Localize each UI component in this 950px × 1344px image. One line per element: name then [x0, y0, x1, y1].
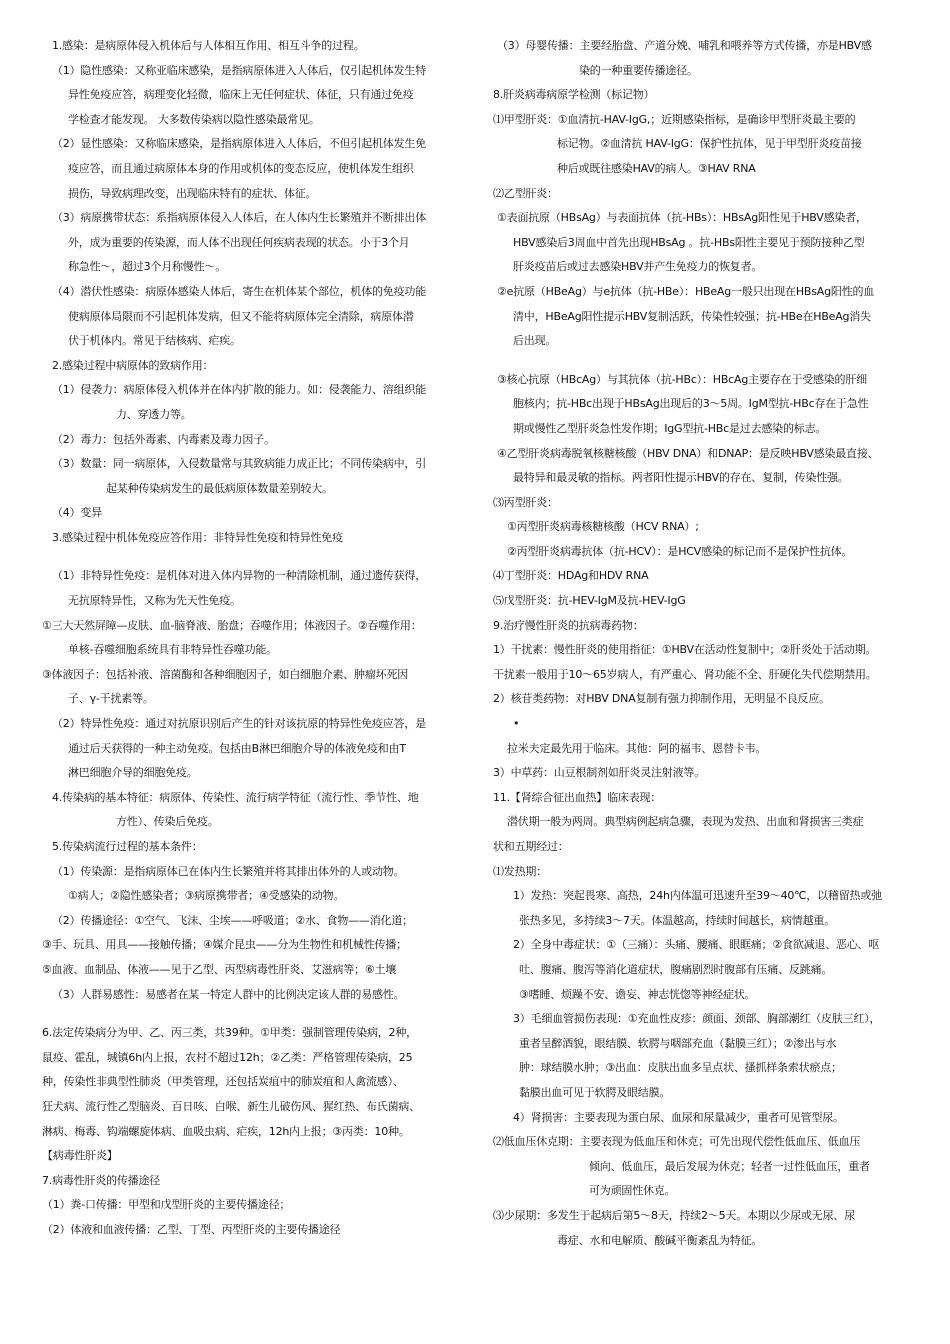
text-line: 9.治疗慢性肝炎的抗病毒药物：	[493, 618, 644, 632]
text-line: ⑸戊型肝炎：抗-HEV-IgM及抗-HEV-IgG	[493, 594, 686, 608]
text-line: 淋巴细胞介导的细胞免疫。	[68, 766, 198, 780]
text-line: ⑵乙型肝炎：	[493, 186, 558, 200]
text-line: 单核-吞噬细胞系统具有非特异性吞噬功能。	[68, 643, 277, 657]
text-line: 方性）、传染后免疫。	[116, 815, 219, 829]
text-line: 1.感染：是病原体侵入机体后与人体相互作用、相互斗争的过程。	[52, 39, 365, 52]
text-line: 7.病毒性肝炎的传播途径	[42, 1173, 161, 1187]
text-line: ①丙型肝炎病毒核糖核酸（HCV RNA）;	[507, 520, 699, 534]
text-line: 无抗原特异性，又称为先天性免疫。	[68, 594, 241, 608]
text-line: （2）传播途径：①空气、飞沫、尘埃——呼吸道；②水、食物——消化道；	[52, 913, 413, 927]
text-line: 标记物。②血清抗 HAV-IgG：保护性抗体，见于甲型肝炎疫苗接	[557, 137, 862, 151]
text-line: 11.【肾综合征出血热】临床表现：	[493, 790, 662, 804]
text-line: ②丙型肝炎病毒抗体（抗-HCV）：是HCV感染的标记而不是保护性抗体。	[507, 544, 853, 558]
text-line: ⑶少尿期：多发生于起病后第5～8天，持续2～5天。本期以少尿或无尿、尿	[493, 1208, 855, 1222]
text-line: （2）特异性免疫：通过对抗原识别后产生的针对该抗原的特异性免疫应答，是	[52, 717, 426, 731]
text-line: ③体液因子：包括补液、溶菌酶和各种细胞因子，如白细胞介素、肿瘤坏死因	[42, 667, 409, 681]
text-line: 使病原体局限而不引起机体发病，但又不能将病原体完全清除，病原体潜	[68, 309, 414, 323]
text-line: ⑴发热期：	[493, 864, 547, 878]
text-line: 异性免疫应答，病理变化轻微，临床上无任何症状、体征，只有通过免疫	[68, 88, 414, 102]
text-line: （1）非特异性免疫：是机体对进入体内异物的一种清除机制，通过遗传获得，	[52, 569, 426, 583]
text-line: ⑵低血压休克期：主要表现为低血压和休克；可先出现代偿性低血压、低血压	[493, 1135, 861, 1149]
text-line: 2.感染过程中病原体的致病作用：	[52, 358, 214, 372]
text-line: （1）传染源：是指病原体已在体内生长繁殖并将其排出体外的人或动物。	[52, 864, 405, 878]
text-line: 期或慢性乙型肝炎急性发作期；IgG型抗-HBc是过去感染的标志。	[513, 421, 827, 435]
text-line: （3）母婴传播：主要经胎盘、产道分娩、哺乳和喂养等方式传播，亦是HBV感	[497, 39, 872, 52]
text-line: 3）毛细血管损伤表现：①充血性皮疹：颜面、颈部、胸部潮红（皮肤三红），	[513, 1012, 881, 1026]
text-line: （4）潜伏性感染：病原体感染人体后，寄生在机体某个部位，机体的免疫功能	[52, 284, 426, 298]
text-line: 通过后天获得的一种主动免疫。包括由B淋巴细胞介导的体液免疫和由T	[68, 741, 406, 755]
text-line: 1）发热：突起畏寒、高热，24h内体温可迅速升至39～40℃，以稽留热或弛	[513, 889, 882, 903]
text-line: （3）数量：同一病原体，入侵数量常与其致病能力成正比；不同传染病中，引	[52, 457, 426, 471]
text-line: ⑴甲型肝炎：①血清抗-HAV-IgG,；近期感染指标，是确诊甲型肝炎最主要的	[493, 112, 856, 126]
text-line: 染的一种重要传播途径。	[579, 63, 698, 77]
text-line: 力、穿透力等。	[116, 407, 192, 421]
text-line: ⑷丁型肝炎：HDAg和HDV RNA	[493, 569, 649, 583]
text-line: ②e抗原（HBeAg）与e抗体（抗-HBe）：HBeAg一般只出现在HBsAg阳性的血	[497, 284, 875, 298]
text-line: 肿：球结膜水肿；③出血：皮肤出血多呈点状、搔抓样条索状瘀点；	[519, 1061, 842, 1075]
left-column	[42, 34, 472, 1243]
text-line: （1）隐性感染：又称亚临床感染，是指病原体进入人体后，仅引起机体发生特	[52, 63, 426, 77]
text-line: 重者呈醉酒貌，眼结膜、软腭与咽部充血（黏膜三红）；②渗出与水	[519, 1036, 837, 1050]
text-line: 吐、腹痛、腹泻等消化道症状，腹痛剧烈时腹部有压痛、反跳痛。	[519, 962, 833, 976]
text-line: 学检查才能发现。 大多数传染病以隐性感染最常见。	[68, 112, 320, 126]
text-line: ⑤血液、血制品、体液——见于乙型、丙型病毒性肝炎、艾滋病等；⑥土壤	[42, 962, 397, 976]
text-line: 疫应答，而且通过病原体本身的作用或机体的变态反应，使机体发生组织	[68, 161, 414, 175]
text-line: 毒症、水和电解质、酸碱平衡紊乱为特征。	[557, 1233, 763, 1247]
text-line: 种，传染性非典型性肺炎（甲类管理，还包括炭疽中的肺炭疽和人禽流感）、	[42, 1075, 404, 1089]
text-line: （4）变异	[52, 506, 102, 520]
text-line: 潜伏期一般为两周。典型病例起病急骤，表现为发热、出血和肾损害三类症	[507, 815, 864, 829]
text-line: 8.肝炎病毒病原学检测（标记物）	[493, 88, 655, 102]
text-line: （2）显性感染：又称临床感染，是指病原体进入人体后，不但引起机体发生免	[52, 137, 426, 151]
text-line: 1）干扰素：慢性肝炎的使用指征：①HBV在活动性复制中；②肝炎处于活动期。	[493, 643, 877, 657]
text-line: 3）中草药：山豆根制剂如肝炎灵注射液等。	[493, 766, 705, 780]
text-line: 肝炎疫苗后或过去感染HBV并产生免疫力的恢复者。	[513, 260, 763, 274]
text-line: 子、γ-干扰素等。	[68, 692, 154, 706]
text-line: （1）粪-口传播：甲型和戊型肝炎的主要传播途径；	[42, 1198, 291, 1212]
text-line: 3.感染过程中机体免疫应答作用：非特异性免疫和特异性免疫	[52, 530, 343, 544]
text-line: 鼠疫、霍乱，城镇6h内上报，农村不超过12h；②乙类：严格管理传染病，25	[42, 1050, 413, 1064]
text-line: （3）病原携带状态：系指病原体侵入人体后，在人体内生长繁殖并不断排出体	[52, 211, 426, 225]
text-line: ③嗜睡、烦躁不安、谵妄、神志恍惚等神经症状。	[519, 987, 756, 1001]
text-line: 胞核内；抗-HBc出现于HBsAg出现后的3～5周。IgM型抗-HBc存在于急性	[513, 397, 869, 411]
text-line: HBV感染后3周血中首先出现HBsAg 。抗-HBs阳性主要见于预防接种乙型	[513, 235, 865, 249]
text-line: 最特异和最灵敏的指标。两者阳性提示HBV的存在、复制，传染性强。	[513, 471, 849, 485]
text-line: 损伤，导致病理改变，出现临床特有的症状、体征。	[68, 186, 317, 200]
text-line: 可为顽固性休克。	[589, 1184, 676, 1198]
spacer	[42, 550, 472, 564]
text-line: 拉米夫定最先用于临床。其他：阿的福韦、恩替卡韦。	[507, 741, 767, 755]
text-line: 倾向、低血压，最后发展为休克；轻者一过性低血压，重者	[589, 1159, 870, 1173]
text-line: ①病人；②隐性感染者；③病原携带者；④受感染的动物。	[68, 889, 345, 903]
spacer	[493, 354, 911, 368]
text-line: 称急性～，超过3个月称慢性～。	[68, 260, 226, 274]
text-line: （1）侵袭力：病原体侵入机体并在体内扩散的能力。如：侵袭能力、溶组织能	[52, 383, 426, 397]
text-line: 干扰素一般用于10～65岁病人，有严重心、肾功能不全、肝硬化失代偿期禁用。	[493, 667, 877, 681]
text-line: ①三大天然屏障—皮肤、血-脑脊液、胎盘；吞噬作用；体液因子。②吞噬作用：	[42, 618, 422, 632]
text-line: 张热多见，多持续3～7天。体温越高，持续时间越长，病情越重。	[519, 913, 835, 927]
text-line: 起某种传染病发生的最低病原体数量差别较大。	[106, 481, 333, 495]
text-line: 黏膜出血可见于软腭及眼结膜。	[519, 1085, 671, 1099]
text-line: （2）体液和血液传播：乙型、丁型、丙型肝炎的主要传播途径	[42, 1222, 341, 1236]
text-line: 种后或既往感染HAV的病人。③HAV RNA	[557, 161, 756, 175]
text-line: 2）核苷类药物：对HBV DNA复制有强力抑制作用，无明显不良反应。	[493, 692, 830, 706]
text-line: 【病毒性肝炎】	[42, 1149, 118, 1163]
text-line: 6.法定传染病分为甲、乙、丙三类，共39种。①甲类：强制管理传染病，2种，	[42, 1026, 417, 1040]
text-line: （3）人群易感性：易感者在某一特定人群中的比例决定该人群的易感性。	[52, 987, 405, 1001]
text-line: 后出现。	[513, 334, 557, 348]
text-line: 伏于机体内。常见于结核病、疟疾。	[68, 334, 241, 348]
text-line: 2）全身中毒症状：①（三痛）：头痛、腰痛、眼眶痛；②食欲减退、恶心、呕	[513, 938, 880, 952]
text-line: ③手、玩具、用具——接触传播；④媒介昆虫——分为生物性和机械性传播；	[42, 938, 407, 952]
text-line: ⑶丙型肝炎：	[493, 495, 558, 509]
right-column	[493, 34, 911, 1253]
text-line: •	[513, 717, 520, 731]
text-line: ①表面抗原（HBsAg）与表面抗体（抗-HBs）：HBsAg阳性见于HBV感染者，	[497, 211, 867, 225]
text-line: 5.传染病流行过程的基本条件：	[52, 840, 203, 853]
text-line: ③核心抗原（HBcAg）与其抗体（抗-HBc）：HBcAg主要存在于受感染的肝细	[497, 372, 867, 386]
text-line: 4.传染病的基本特征：病原体、传染性、流行病学特征（流行性、季节性、地	[52, 790, 419, 804]
text-line: 状和五期经过：	[493, 840, 569, 853]
text-line: 外，成为重要的传染源，而人体不出现任何疾病表现的状态。小于3个月	[68, 235, 410, 249]
text-line: 淋病、梅毒、钩端螺旋体病、血吸虫病、疟疾，12h内上报；③丙类：10种。	[42, 1124, 410, 1138]
text-line: 狂犬病、流行性乙型脑炎、百日咳、白喉、新生儿破伤风、猩红热、布氏菌病、	[42, 1099, 420, 1113]
text-line: ④乙型肝炎病毒脱氧核糖核酸（HBV DNA）和DNAP：是反映HBV感染最直接、	[497, 446, 879, 460]
text-line: 清中，HBeAg阳性提示HBV复制活跃，传染性较强；抗-HBe在HBeAg消失	[513, 309, 871, 323]
text-line: 4）肾损害：主要表现为蛋白尿、血尿和尿量减少，重者可见管型尿。	[513, 1110, 844, 1124]
spacer	[42, 1007, 472, 1021]
text-line: （2）毒力：包括外毒素、内毒素及毒力因子。	[52, 432, 275, 446]
